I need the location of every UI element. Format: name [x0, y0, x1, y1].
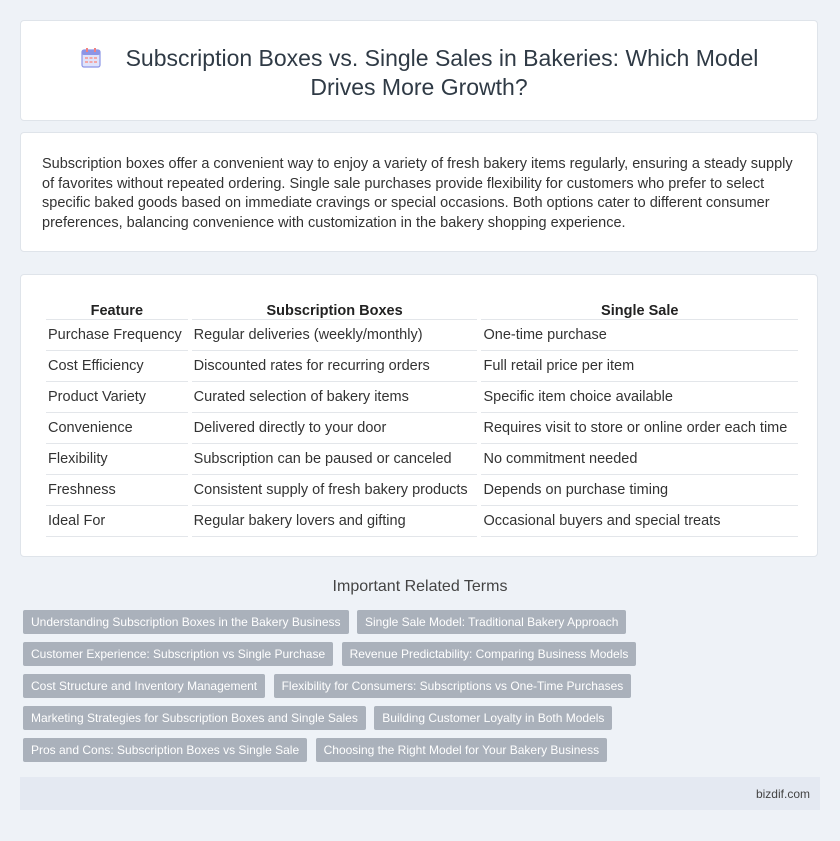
table-row [46, 320, 798, 351]
table-row [46, 475, 798, 506]
table-row [46, 382, 798, 413]
related-term-link[interactable]: Flexibility for Consumers: Subscriptions vs One-Time Purchases [274, 674, 632, 698]
page-title [21, 44, 817, 102]
calendar-icon [80, 47, 102, 69]
table-cell: Requires visit to store or online order each time [481, 413, 798, 444]
table-cell: Depends on purchase timing [481, 475, 798, 506]
related-term-link[interactable]: Choosing the Right Model for Your Bakery Business [316, 738, 608, 762]
table-row [46, 444, 798, 475]
related-term-link[interactable]: Pros and Cons: Subscription Boxes vs Single Sale [23, 738, 307, 762]
header-subscription-boxes: Subscription Boxes [192, 295, 478, 320]
title-line-2: Drives More Growth? [310, 74, 528, 100]
table-row [46, 506, 798, 537]
table-cell: Consistent supply of fresh bakery products [192, 475, 478, 506]
table-cell: Regular deliveries (weekly/monthly) [192, 320, 478, 351]
header-single-sale: Single Sale [481, 295, 798, 320]
table-row [46, 413, 798, 444]
related-terms-title: Important Related Terms [332, 578, 508, 595]
table-cell: Flexibility [46, 444, 188, 475]
comparison-table [42, 295, 802, 537]
table-cell: Full retail price per item [481, 351, 798, 382]
related-terms-list [23, 610, 823, 770]
header-feature: Feature [46, 295, 188, 320]
footer [20, 777, 820, 810]
header-card [20, 20, 818, 121]
table-cell: Product Variety [46, 382, 188, 413]
table-cell: Regular bakery lovers and gifting [192, 506, 478, 537]
related-term-link[interactable]: Revenue Predictability: Comparing Business Models [342, 642, 637, 666]
related-term-link[interactable]: Customer Experience: Subscription vs Single Purchase [23, 642, 333, 666]
footer-site-link[interactable]: bizdif.com [755, 787, 810, 801]
table-cell: Delivered directly to your door [192, 413, 478, 444]
related-term-link[interactable]: Understanding Subscription Boxes in the Bakery Business [23, 610, 349, 634]
table-cell: Ideal For [46, 506, 188, 537]
related-term-link[interactable]: Single Sale Model: Traditional Bakery Approach [357, 610, 626, 634]
table-cell: Discounted rates for recurring orders [192, 351, 478, 382]
table-cell: Specific item choice available [481, 382, 798, 413]
table-header-row [46, 295, 798, 320]
intro-card [20, 132, 818, 252]
table-cell: Curated selection of bakery items [192, 382, 478, 413]
table-cell: One-time purchase [481, 320, 798, 351]
intro-text: Subscription boxes offer a convenient way to enjoy a variety of fresh bakery items regularly, ensuring a steady supply of favorites without repeated ordering. Single sale purchases provide flexibility for customers who prefer to select specific baked goods based on immediate cravings or special occasions. Both options cater to different consumer preferences, balancing convenience with customization in the bakery shopping experience. [42, 156, 793, 231]
table-cell: Freshness [46, 475, 188, 506]
table-cell: Purchase Frequency [46, 320, 188, 351]
related-term-link[interactable]: Marketing Strategies for Subscription Boxes and Single Sales [23, 706, 366, 730]
table-cell: Subscription can be paused or canceled [192, 444, 478, 475]
table-row [46, 351, 798, 382]
comparison-card [20, 274, 818, 557]
related-term-link[interactable]: Building Customer Loyalty in Both Models [374, 706, 612, 730]
related-term-link[interactable]: Cost Structure and Inventory Management [23, 674, 265, 698]
title-line-1: Subscription Boxes vs. Single Sales in Bakeries: Which Model [125, 45, 759, 71]
table-cell: No commitment needed [481, 444, 798, 475]
table-cell: Convenience [46, 413, 188, 444]
table-cell: Cost Efficiency [46, 351, 188, 382]
table-cell: Occasional buyers and special treats [481, 506, 798, 537]
